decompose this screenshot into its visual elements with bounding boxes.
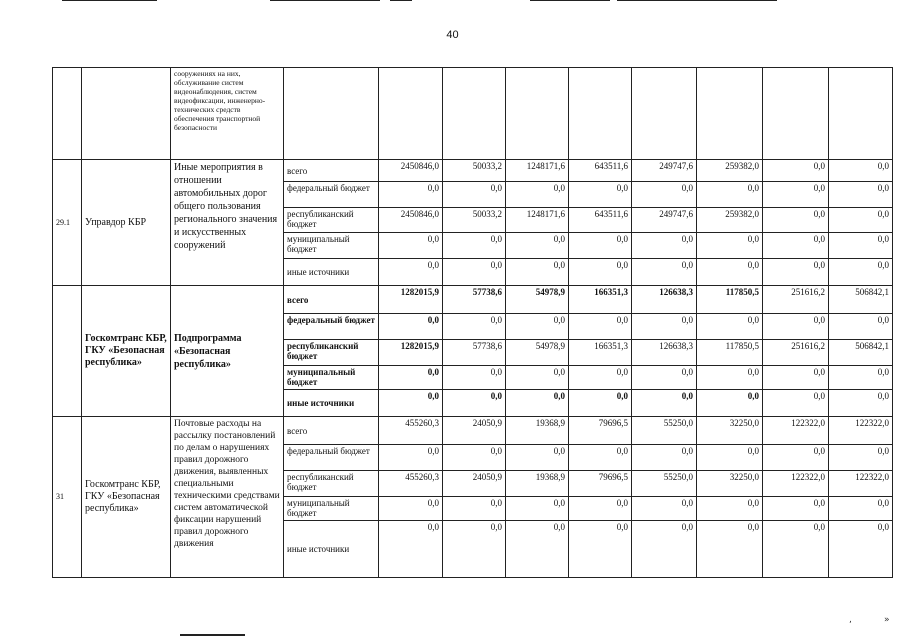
value-cell: 0,0 bbox=[697, 314, 763, 340]
funding-source-label: муниципальный бюджет bbox=[284, 233, 379, 259]
activity-description: Иные мероприятия в отношении автомобильных дорог общего пользования регионального значения и искусственных сооружений bbox=[171, 160, 284, 286]
value-cell: 0,0 bbox=[506, 314, 569, 340]
value-cell: 0,0 bbox=[569, 390, 632, 417]
activity-description: сооружениях на них, обслуживание систем видеонаблюдения, систем видеофиксации, инженерно-технических средств обеспечения транспортной безопасности bbox=[171, 68, 284, 160]
value-cell: 0,0 bbox=[569, 233, 632, 259]
value-cell: 1282015,9 bbox=[379, 286, 443, 314]
value-cell: 0,0 bbox=[443, 497, 506, 521]
value-cell: 506842,1 bbox=[829, 286, 893, 314]
value-cell: 0,0 bbox=[829, 521, 893, 578]
value-cell: 117850,5 bbox=[697, 286, 763, 314]
value-cell: 32250,0 bbox=[697, 417, 763, 445]
value-cell: 0,0 bbox=[632, 366, 697, 390]
value-cell: 0,0 bbox=[632, 314, 697, 340]
value-cell: 0,0 bbox=[506, 259, 569, 286]
value-cell: 0,0 bbox=[697, 233, 763, 259]
row-number: 29.1 bbox=[53, 160, 82, 286]
value-cell: 0,0 bbox=[379, 366, 443, 390]
value-cell: 0,0 bbox=[379, 445, 443, 471]
value-cell: 166351,3 bbox=[569, 340, 632, 366]
value-cell: 55250,0 bbox=[632, 417, 697, 445]
value-cell: 122322,0 bbox=[829, 417, 893, 445]
value-cell: 126638,3 bbox=[632, 286, 697, 314]
value-cell: 0,0 bbox=[632, 445, 697, 471]
value-cell: 32250,0 bbox=[697, 471, 763, 497]
value-cell: 1248171,6 bbox=[506, 208, 569, 233]
value-cell: 0,0 bbox=[829, 233, 893, 259]
value-cell: 0,0 bbox=[763, 259, 829, 286]
value-cell: 643511,6 bbox=[569, 208, 632, 233]
funding-source-label: муниципальный бюджет bbox=[284, 366, 379, 390]
value-cell: 0,0 bbox=[697, 497, 763, 521]
value-cell: 0,0 bbox=[506, 390, 569, 417]
value-cell: 0,0 bbox=[697, 259, 763, 286]
value-cell: 0,0 bbox=[569, 366, 632, 390]
value-cell: 0,0 bbox=[697, 366, 763, 390]
value-cell: 57738,6 bbox=[443, 286, 506, 314]
value-cell: 0,0 bbox=[763, 233, 829, 259]
value-cell bbox=[829, 68, 893, 160]
value-cell: 259382,0 bbox=[697, 160, 763, 182]
value-cell: 117850,5 bbox=[697, 340, 763, 366]
scan-line bbox=[62, 0, 157, 1]
value-cell: 0,0 bbox=[506, 497, 569, 521]
scan-line bbox=[270, 0, 380, 1]
value-cell: 0,0 bbox=[829, 259, 893, 286]
value-cell: 0,0 bbox=[443, 445, 506, 471]
value-cell: 0,0 bbox=[829, 445, 893, 471]
activity-description: Почтовые расходы на рассылку постановлений по делам о нарушениях правил дорожного движения, выявленных специальными техническими средствами систем автоматической фиксации нарушений правил дорожного движения bbox=[171, 417, 284, 578]
funding-source-label: республиканский бюджет bbox=[284, 471, 379, 497]
value-cell: 50033,2 bbox=[443, 208, 506, 233]
executor: Госкомтранс КБР, ГКУ «Безопасная республика» bbox=[82, 286, 171, 417]
value-cell: 122322,0 bbox=[763, 471, 829, 497]
funding-source-label: муниципальный бюджет bbox=[284, 497, 379, 521]
value-cell bbox=[632, 68, 697, 160]
funding-source-label: республиканский бюджет bbox=[284, 208, 379, 233]
table-row bbox=[53, 68, 893, 160]
value-cell: 0,0 bbox=[379, 233, 443, 259]
value-cell: 0,0 bbox=[763, 521, 829, 578]
value-cell: 24050,9 bbox=[443, 417, 506, 445]
value-cell: 0,0 bbox=[379, 182, 443, 208]
funding-source-label: республиканский бюджет bbox=[284, 340, 379, 366]
value-cell: 0,0 bbox=[763, 182, 829, 208]
value-cell: 249747,6 bbox=[632, 208, 697, 233]
executor: Госкомтранс КБР, ГКУ «Безопасная республика» bbox=[82, 417, 171, 578]
scan-line bbox=[180, 634, 245, 636]
value-cell: 0,0 bbox=[829, 182, 893, 208]
scan-dot: » bbox=[884, 615, 890, 625]
value-cell: 0,0 bbox=[379, 390, 443, 417]
value-cell: 57738,6 bbox=[443, 340, 506, 366]
table-row bbox=[53, 417, 893, 445]
value-cell: 0,0 bbox=[632, 521, 697, 578]
value-cell: 0,0 bbox=[569, 259, 632, 286]
value-cell: 0,0 bbox=[829, 390, 893, 417]
value-cell: 0,0 bbox=[697, 390, 763, 417]
value-cell: 0,0 bbox=[632, 182, 697, 208]
funding-source-label: иные источники bbox=[284, 259, 379, 286]
value-cell: 1248171,6 bbox=[506, 160, 569, 182]
value-cell: 0,0 bbox=[506, 521, 569, 578]
value-cell: 0,0 bbox=[829, 314, 893, 340]
value-cell: 2450846,0 bbox=[379, 208, 443, 233]
value-cell: 122322,0 bbox=[763, 417, 829, 445]
value-cell: 0,0 bbox=[379, 497, 443, 521]
value-cell: 0,0 bbox=[829, 497, 893, 521]
scan-line bbox=[617, 0, 777, 1]
funding-source-label: федеральный бюджет bbox=[284, 445, 379, 471]
budget-table bbox=[52, 67, 893, 578]
value-cell: 0,0 bbox=[632, 259, 697, 286]
value-cell: 0,0 bbox=[763, 497, 829, 521]
value-cell bbox=[379, 68, 443, 160]
value-cell: 54978,9 bbox=[506, 340, 569, 366]
value-cell: 0,0 bbox=[443, 314, 506, 340]
value-cell: 0,0 bbox=[443, 366, 506, 390]
value-cell: 0,0 bbox=[506, 445, 569, 471]
value-cell: 55250,0 bbox=[632, 471, 697, 497]
funding-source-label: федеральный бюджет bbox=[284, 314, 379, 340]
source-cell bbox=[284, 68, 379, 160]
value-cell: 455260,3 bbox=[379, 417, 443, 445]
value-cell: 0,0 bbox=[632, 233, 697, 259]
executor-cell bbox=[82, 68, 171, 160]
value-cell: 0,0 bbox=[569, 314, 632, 340]
value-cell: 19368,9 bbox=[506, 417, 569, 445]
value-cell: 2450846,0 bbox=[379, 160, 443, 182]
value-cell: 126638,3 bbox=[632, 340, 697, 366]
executor: Управдор КБР bbox=[82, 160, 171, 286]
funding-source-label: федеральный бюджет bbox=[284, 182, 379, 208]
value-cell: 122322,0 bbox=[829, 471, 893, 497]
value-cell: 249747,6 bbox=[632, 160, 697, 182]
value-cell bbox=[506, 68, 569, 160]
value-cell: 0,0 bbox=[506, 233, 569, 259]
value-cell: 0,0 bbox=[379, 314, 443, 340]
value-cell bbox=[569, 68, 632, 160]
value-cell: 251616,2 bbox=[763, 340, 829, 366]
value-cell: 0,0 bbox=[763, 445, 829, 471]
value-cell: 0,0 bbox=[763, 160, 829, 182]
value-cell: 0,0 bbox=[829, 160, 893, 182]
value-cell: 643511,6 bbox=[569, 160, 632, 182]
value-cell: 0,0 bbox=[443, 521, 506, 578]
value-cell: 0,0 bbox=[443, 390, 506, 417]
value-cell: 19368,9 bbox=[506, 471, 569, 497]
activity-description: Подпрограмма «Безопасная республика» bbox=[171, 286, 284, 417]
funding-source-label: всего bbox=[284, 417, 379, 445]
funding-source-label: всего bbox=[284, 160, 379, 182]
value-cell: 0,0 bbox=[763, 390, 829, 417]
value-cell: 259382,0 bbox=[697, 208, 763, 233]
value-cell: 0,0 bbox=[829, 366, 893, 390]
value-cell: 54978,9 bbox=[506, 286, 569, 314]
value-cell: 251616,2 bbox=[763, 286, 829, 314]
value-cell: 455260,3 bbox=[379, 471, 443, 497]
value-cell: 0,0 bbox=[632, 390, 697, 417]
value-cell: 0,0 bbox=[443, 182, 506, 208]
value-cell: 79696,5 bbox=[569, 471, 632, 497]
value-cell: 0,0 bbox=[379, 521, 443, 578]
row-number bbox=[53, 286, 82, 417]
value-cell: 0,0 bbox=[506, 182, 569, 208]
value-cell bbox=[443, 68, 506, 160]
value-cell: 0,0 bbox=[763, 366, 829, 390]
value-cell: 50033,2 bbox=[443, 160, 506, 182]
value-cell: 0,0 bbox=[697, 445, 763, 471]
value-cell: 0,0 bbox=[697, 521, 763, 578]
page-number: 40 bbox=[446, 29, 459, 41]
funding-source-label: иные источники bbox=[284, 521, 379, 578]
value-cell: 0,0 bbox=[379, 259, 443, 286]
value-cell: 0,0 bbox=[763, 208, 829, 233]
value-cell: 0,0 bbox=[632, 497, 697, 521]
value-cell: 0,0 bbox=[697, 182, 763, 208]
row-number-cell bbox=[53, 68, 82, 160]
table-row bbox=[53, 286, 893, 314]
funding-source-label: всего bbox=[284, 286, 379, 314]
value-cell bbox=[697, 68, 763, 160]
value-cell: 0,0 bbox=[569, 182, 632, 208]
value-cell: 0,0 bbox=[829, 208, 893, 233]
value-cell: 0,0 bbox=[763, 314, 829, 340]
funding-source-label: иные источники bbox=[284, 390, 379, 417]
row-number: 31 bbox=[53, 417, 82, 578]
value-cell: 0,0 bbox=[569, 445, 632, 471]
value-cell: 24050,9 bbox=[443, 471, 506, 497]
scan-line bbox=[390, 0, 412, 1]
scan-dot: , bbox=[849, 615, 852, 625]
scan-line bbox=[530, 0, 610, 1]
value-cell: 166351,3 bbox=[569, 286, 632, 314]
value-cell: 0,0 bbox=[443, 233, 506, 259]
value-cell: 0,0 bbox=[506, 366, 569, 390]
table-row bbox=[53, 160, 893, 182]
value-cell: 0,0 bbox=[569, 497, 632, 521]
value-cell: 79696,5 bbox=[569, 417, 632, 445]
value-cell: 0,0 bbox=[569, 521, 632, 578]
value-cell: 0,0 bbox=[443, 259, 506, 286]
value-cell: 506842,1 bbox=[829, 340, 893, 366]
value-cell bbox=[763, 68, 829, 160]
value-cell: 1282015,9 bbox=[379, 340, 443, 366]
